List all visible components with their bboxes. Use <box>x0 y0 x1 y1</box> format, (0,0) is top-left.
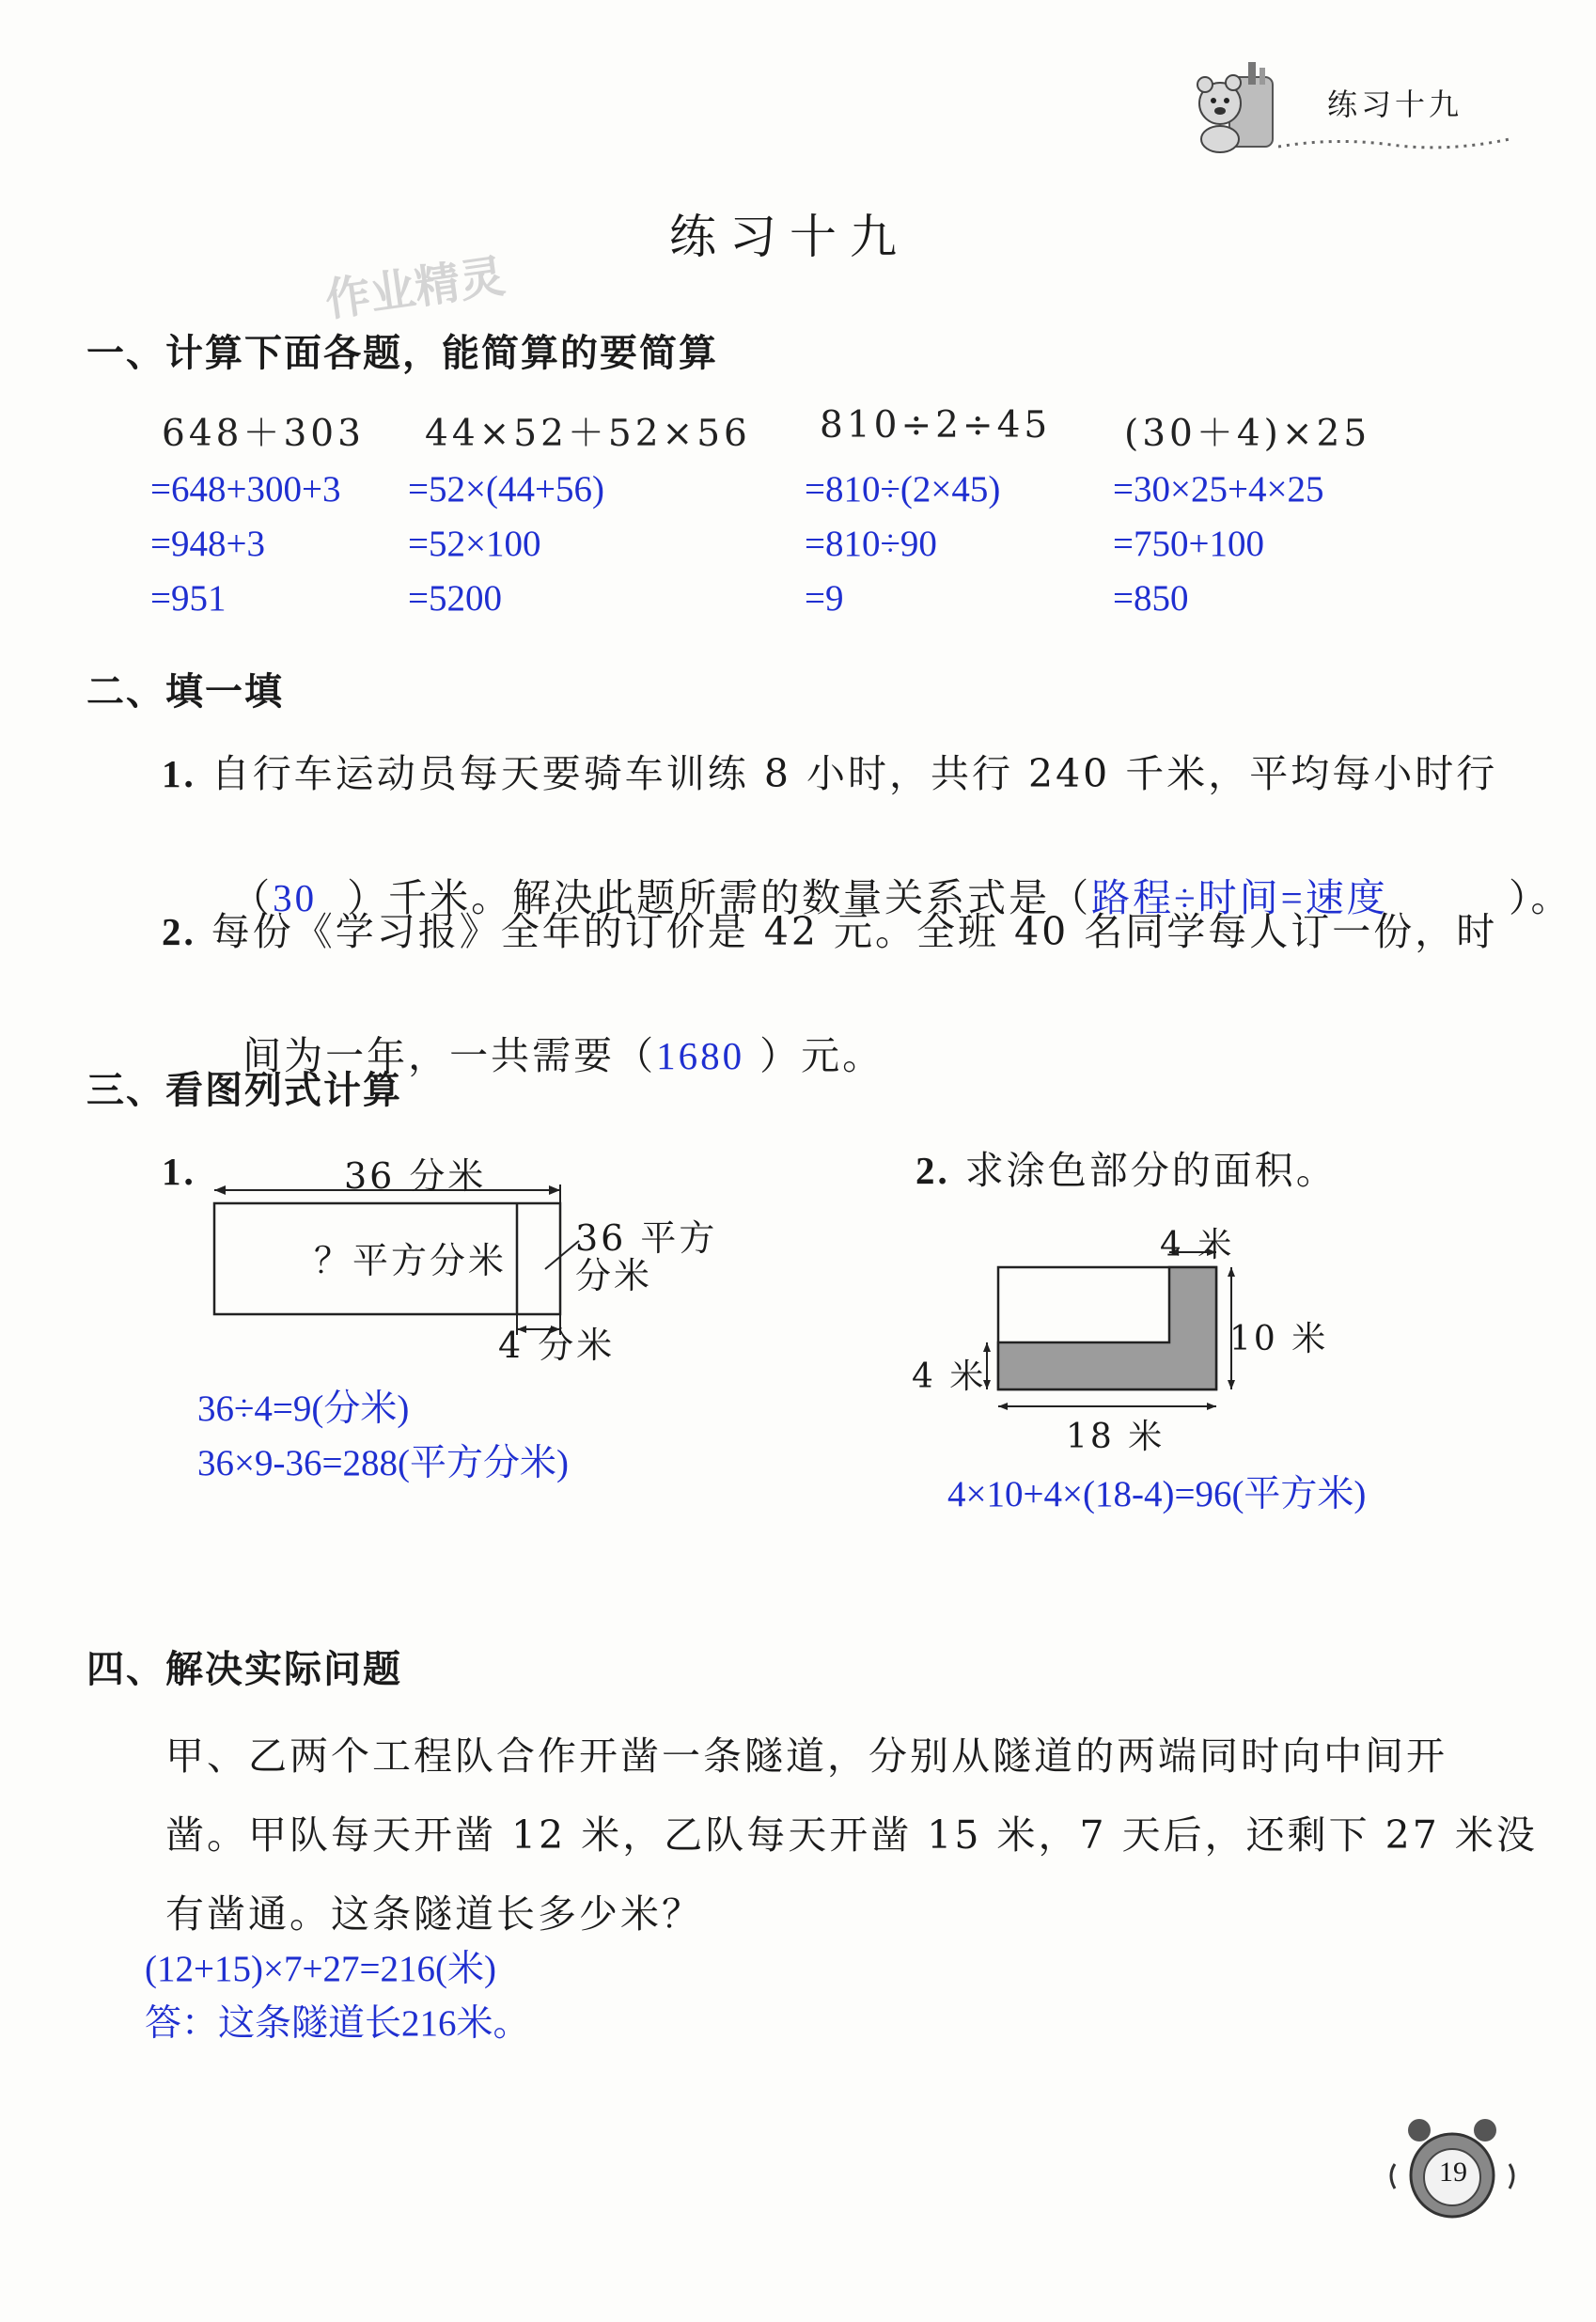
watermark: 作业精灵 <box>321 249 509 328</box>
problem-line: 有凿通。这条隧道长多少米？ <box>165 1891 703 1937</box>
fill-question-1 <box>162 743 1497 798</box>
fill-question-2 <box>162 901 1497 956</box>
header-dotted-rule <box>1278 128 1510 160</box>
page-number: 19 <box>1439 2157 1467 2188</box>
question-text: 求涂色部分的面积。 <box>964 1148 1338 1193</box>
question-text: 间为一年，一共需要（ <box>243 1033 657 1078</box>
answer-line: 36÷4=9(分米) <box>197 1388 410 1429</box>
figure2-bottom-label: 18 米 <box>1066 1418 1166 1456</box>
problem-answers <box>145 1942 530 2051</box>
page-title: 练习十九 <box>669 210 910 264</box>
figure2-question <box>915 1139 1338 1195</box>
figure1-bottom-label: 4 分米 <box>498 1325 616 1366</box>
problem-4-steps <box>1113 463 1323 626</box>
step: =30×25+4×25 <box>1113 469 1324 510</box>
figure2-left-label: 4 米 <box>912 1357 987 1396</box>
section1-heading: 一、计算下面各题，能简算的要简算 <box>86 332 718 375</box>
step: =810÷(2×45) <box>805 469 1001 510</box>
step: =5200 <box>408 578 502 619</box>
question-number: 2. <box>915 1149 950 1192</box>
problem-1-expression: 648＋303 <box>162 413 365 455</box>
problem-text <box>165 1717 1538 1953</box>
answer-line: 36×9-36=288(平方分米) <box>197 1443 569 1483</box>
answer-blank-total: 1680 <box>656 1034 745 1077</box>
step: =52×100 <box>408 524 541 564</box>
figure2-answer: 4×10+4×(18-4)=96(平方米) <box>947 1474 1367 1514</box>
step: =52×(44+56) <box>408 469 604 510</box>
problem-1-steps <box>150 463 340 626</box>
answer-blank-speed: 30 <box>273 876 318 919</box>
figure1-number: 1. <box>162 1150 196 1193</box>
problem-2 <box>425 404 751 457</box>
step: =9 <box>805 578 844 619</box>
problem-3 <box>820 404 1051 447</box>
figure1-answers <box>197 1382 569 1491</box>
step: =948+3 <box>150 524 265 564</box>
step: =850 <box>1113 578 1189 619</box>
problem-line: 甲、乙两个工程队合作开凿一条隧道，分别从隧道的两端同时向中间开 <box>165 1734 1447 1779</box>
question-number: 2. <box>162 910 196 953</box>
figure1-right-label-2: 分米 <box>575 1255 653 1296</box>
header-bear-icon <box>1192 58 1282 156</box>
header-title: 练习十九 <box>1327 86 1463 122</box>
question-number: 1. <box>162 752 196 795</box>
problem-3-steps <box>805 463 1000 626</box>
open-paren: （ <box>231 875 274 920</box>
figure1-right-label-1: 36 平方 <box>575 1217 718 1259</box>
question-text: 每份《学习报》全年的订价是 42 元。全班 40 名同学每人订一份，时 <box>211 909 1498 954</box>
step: =648+300+3 <box>150 469 341 510</box>
question-text: ）千米。解决此题所需的数量关系式是（ <box>317 875 1092 920</box>
answer-line: 答：这条隧道长216米。 <box>145 2003 530 2044</box>
question-text: 自行车运动员每天要骑车训练 8 小时，共行 240 千米，平均每小时行 <box>211 751 1498 796</box>
problem-3-expression: 810÷2÷45 <box>820 404 1052 447</box>
question-text: ）元。 <box>744 1033 884 1078</box>
step: =810÷90 <box>805 524 937 564</box>
figure1-inner-label: ？平方分米 <box>314 1240 508 1281</box>
step: =750+100 <box>1113 524 1264 564</box>
problem-line: 凿。甲队每天开凿 12 米，乙队每天开凿 15 米，7 天后，还剩下 27 米没 <box>165 1812 1538 1858</box>
problem-4-expression: (30＋4)×25 <box>1124 413 1371 455</box>
answer-blank-relation: 路程÷时间=速度 <box>1091 876 1388 919</box>
figure1-top-label: 36 分米 <box>344 1155 487 1197</box>
problem-2-steps <box>408 463 604 626</box>
section3-heading: 三、看图列式计算 <box>86 1069 402 1112</box>
figure2-top-label: 4 米 <box>1160 1226 1235 1264</box>
question-text: ）。 <box>1387 875 1573 920</box>
step: =951 <box>150 578 227 619</box>
section4-heading: 四、解决实际问题 <box>86 1648 402 1691</box>
section2-heading: 二、填一填 <box>86 670 284 714</box>
problem-2-expression: 44×52＋52×56 <box>425 413 751 455</box>
figure2-right-label: 10 米 <box>1229 1320 1329 1358</box>
problem-1 <box>162 404 365 457</box>
answer-line: (12+15)×7+27=216(米) <box>145 1949 496 1989</box>
problem-4 <box>1124 404 1370 457</box>
